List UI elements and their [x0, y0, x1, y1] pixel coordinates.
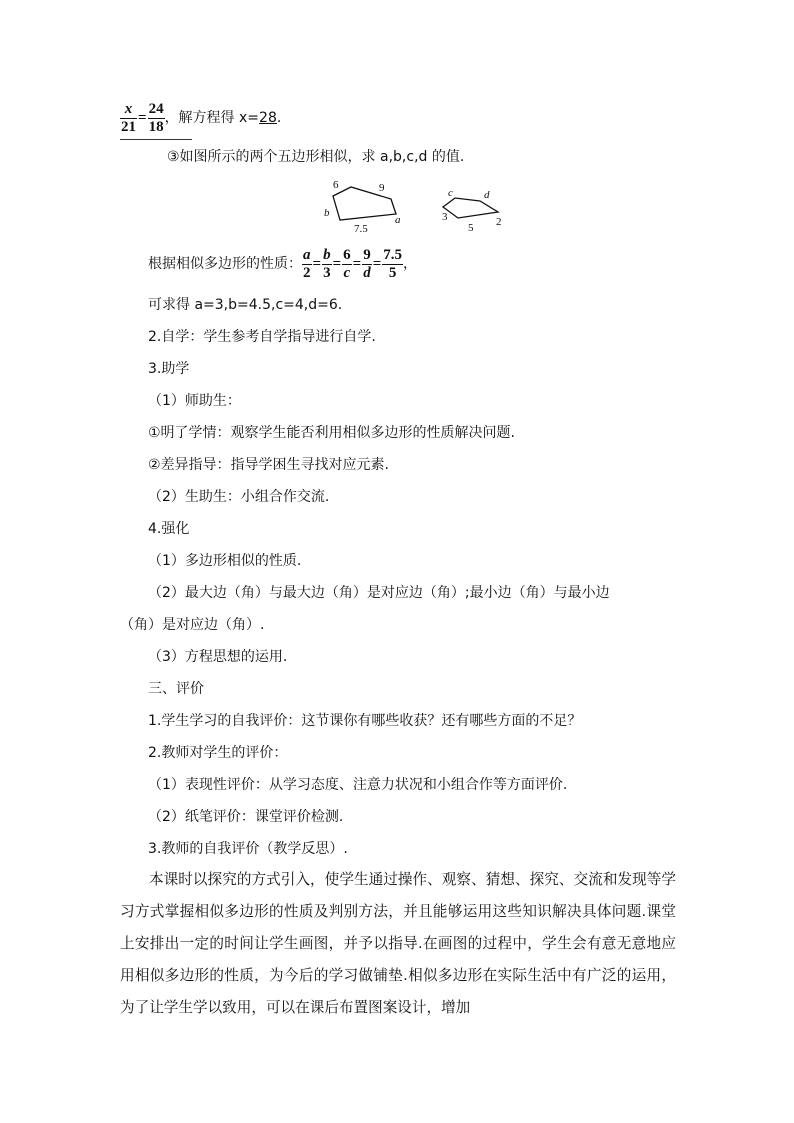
evaluation-heading: 三、评价	[148, 681, 204, 697]
problem-3: ③如图所示的两个五边形相似，求 a,b,c,d 的值.	[167, 149, 465, 165]
label-left-a: a	[395, 214, 401, 226]
fraction-x-over-21: $\frac{x}{21}$	[121, 100, 136, 135]
fraction-a-2: $\frac{a}{2}$	[303, 246, 311, 281]
label-right-3: 3	[442, 211, 448, 223]
equation-line-2: 根据相似多边形的性质： $\frac{a}{2}$ = $\frac{b}{3}$ = $\frac{6}{c}$ = $\frac{9}{d}$ = $\frac{7.5}{5}$ ，	[148, 246, 417, 281]
peer-assist: （2）生助生：小组合作交流.	[148, 489, 330, 505]
reflection-paragraph: 本课时以探究的方式引入，使学生通过操作、观察、猜想、探究、交流和发现等学习方式掌握相似多边形的性质及判别方法，并且能够运用这些知识解决具体问题.课堂上安排出一定的时间让学生画图，并予以指导.在画图的过程中，学生会有意无意地应用相似多边形的性质，为今后的学习做铺垫.相似多边形在实际生活中有广泛的运用，为了让学生学以致用，可以在课后布置图案设计，增加	[120, 871, 676, 1016]
right-pentagon	[442, 187, 502, 234]
guidance-line: ②差异指导：指导学困生寻找对应元素.	[148, 457, 389, 473]
underline-rule	[120, 139, 192, 140]
fraction-24-over-18: $\frac{24}{18}$	[148, 100, 164, 135]
result-line: 可求得 a=3,b=4.5,c=4,d=6.	[148, 297, 343, 313]
self-study-line: 2.自学：学生参考自学指导进行自学.	[148, 329, 376, 345]
reinforce-2-cont: （角）是对应边（角）.	[120, 617, 265, 633]
label-right-d: d	[484, 189, 490, 201]
property-text: 根据相似多边形的性质：	[148, 256, 302, 272]
fraction-6-c: $\frac{6}{c}$	[343, 246, 351, 281]
fraction-9-d: $\frac{9}{d}$	[363, 246, 371, 281]
pentagon-figure	[318, 174, 518, 238]
teacher-assist: （1）师助生：	[148, 393, 241, 409]
label-right-c: c	[448, 187, 453, 199]
answer-28: 28	[259, 110, 277, 126]
label-left-b: b	[324, 207, 330, 219]
reinforce-heading: 4.强化	[148, 521, 190, 537]
label-right-2: 2	[496, 216, 502, 228]
eval-1: 1.学生学习的自我评价：这节课你有哪些收获？还有哪些方面的不足？	[148, 713, 582, 729]
eval-2-1: （1）表现性评价：从学习态度、注意力状况和小组合作等方面评价.	[148, 777, 568, 793]
label-left-bottom: 7.5	[354, 223, 368, 235]
eval-2: 2.教师对学生的评价：	[148, 745, 288, 761]
reinforce-2: （2）最大边（角）与最大边（角）是对应边（角）;最小边（角）与最小边	[148, 585, 610, 601]
fraction-b-3: $\frac{b}{3}$	[323, 246, 331, 281]
eval-3: 3.教师的自我评价（教学反思）.	[148, 841, 348, 857]
label-right-5: 5	[468, 222, 474, 234]
left-pentagon	[324, 179, 401, 235]
label-left-upper-right: 9	[379, 182, 385, 194]
reinforce-3: （3）方程思想的运用.	[148, 649, 288, 665]
equation-line-1: $\frac{x}{21}$ = $\frac{24}{18}$ ，解方程得 x=28.	[121, 100, 282, 135]
assist-heading: 3.助学	[148, 361, 190, 377]
understand-line: ①明了学情：观察学生能否利用相似多边形的性质解决问题.	[148, 425, 515, 441]
label-left-top: 6	[333, 179, 339, 191]
reinforce-1: （1）多边形相似的性质.	[148, 553, 302, 569]
fraction-7-5-over-5: $\frac{7.5}{5}$	[383, 246, 402, 281]
solve-text: ，解方程得 x=	[164, 110, 260, 126]
eval-2-2: （2）纸笔评价：课堂评价检测.	[148, 809, 344, 825]
